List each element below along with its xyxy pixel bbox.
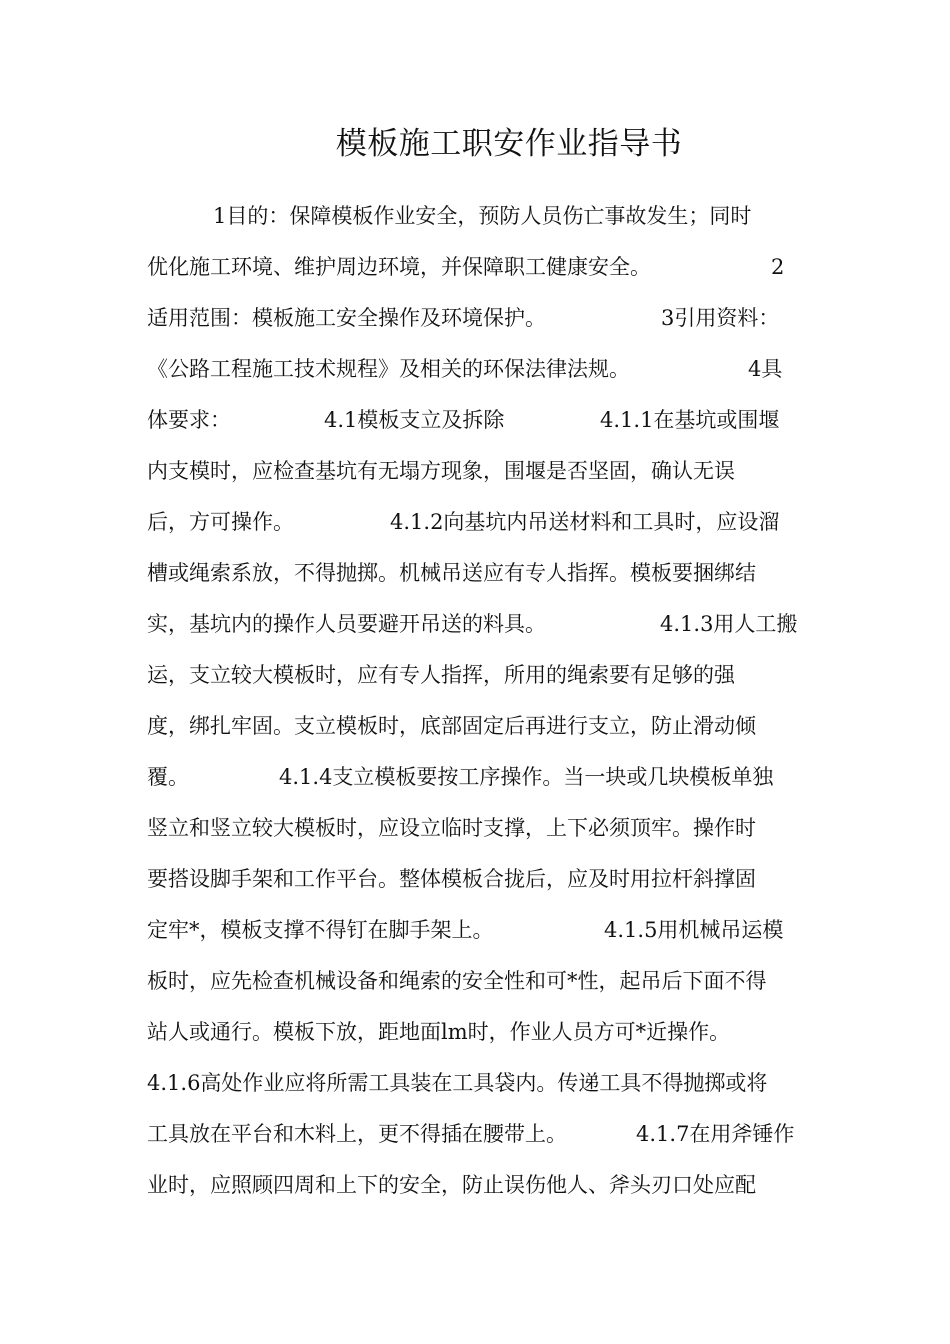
subsection-heading-4-1: 4.1模板支立及拆除 (324, 408, 505, 432)
section-number-2: 2 (771, 255, 785, 279)
body-line-17: 站人或通行。模板下放，距地面lm时，作业人员方可*近操作。 (147, 1020, 731, 1044)
section-heading-3: 3引用资料： (661, 306, 780, 330)
body-line-3: 适用范围：模板施工安全操作及环境保护。 (147, 306, 546, 330)
clause-start-4-1-1: 4.1.1在基坑或围堰 (600, 408, 780, 432)
body-line-20: 业时，应照顾四周和上下的安全，防止误伤他人、斧头刃口处应配 (147, 1173, 756, 1197)
body-line-7: 后，方可操作。 (147, 510, 294, 534)
document-title: 模板施工职安作业指导书 (335, 126, 683, 162)
body-line-16: 板时，应先检查机械设备和绳索的安全性和可*性，起吊后下面不得 (147, 969, 767, 993)
clause-start-4-1-5: 4.1.5用机械吊运模 (604, 918, 784, 942)
body-line-14: 要搭设脚手架和工作平台。整体模板合拢后，应及时用拉杆斜撑固 (147, 867, 756, 891)
body-line-13: 竖立和竖立较大模板时，应设立临时支撑，上下必须顶牢。操作时 (147, 816, 756, 840)
section-number-4: 4具 (748, 357, 783, 381)
body-line-12: 覆。 (147, 765, 189, 789)
body-line-19: 工具放在平台和木料上，更不得插在腰带上。 (147, 1122, 567, 1146)
body-line-4: 《公路工程施工技术规程》及相关的环保法律法规。 (147, 357, 630, 381)
body-line-18: 4.1.6高处作业应将所需工具装在工具袋内。传递工具不得抛掷或将 (147, 1071, 768, 1095)
clause-start-4-1-4: 4.1.4支立模板要按工序操作。当一块或几块模板单独 (279, 765, 774, 789)
body-line-6: 内支模时，应检查基坑有无塌方现象，围堰是否坚固，确认无误 (147, 459, 735, 483)
clause-start-4-1-3: 4.1.3用人工搬 (660, 612, 798, 636)
body-line-9: 实，基坑内的操作人员要避开吊送的料具。 (147, 612, 546, 636)
clause-start-4-1-7: 4.1.7在用斧锤作 (636, 1122, 795, 1146)
body-line-8: 槽或绳索系放，不得抛掷。机械吊送应有专人指挥。模板要捆绑结 (147, 561, 756, 585)
body-line-2: 优化施工环境、维护周边环境，并保障职工健康安全。 (147, 255, 651, 279)
body-line-5: 体要求： (147, 408, 231, 432)
body-line-1: 1目的：保障模板作业安全，预防人员伤亡事故发生；同时 (213, 204, 752, 228)
body-line-10: 运，支立较大模板时，应有专人指挥，所用的绳索要有足够的强 (147, 663, 735, 687)
clause-start-4-1-2: 4.1.2向基坑内吊送材料和工具时，应设溜 (390, 510, 780, 534)
body-line-15: 定牢*，模板支撑不得钉在脚手架上。 (147, 918, 494, 942)
body-line-11: 度，绑扎牢固。支立模板时，底部固定后再进行支立，防止滑动倾 (147, 714, 756, 738)
